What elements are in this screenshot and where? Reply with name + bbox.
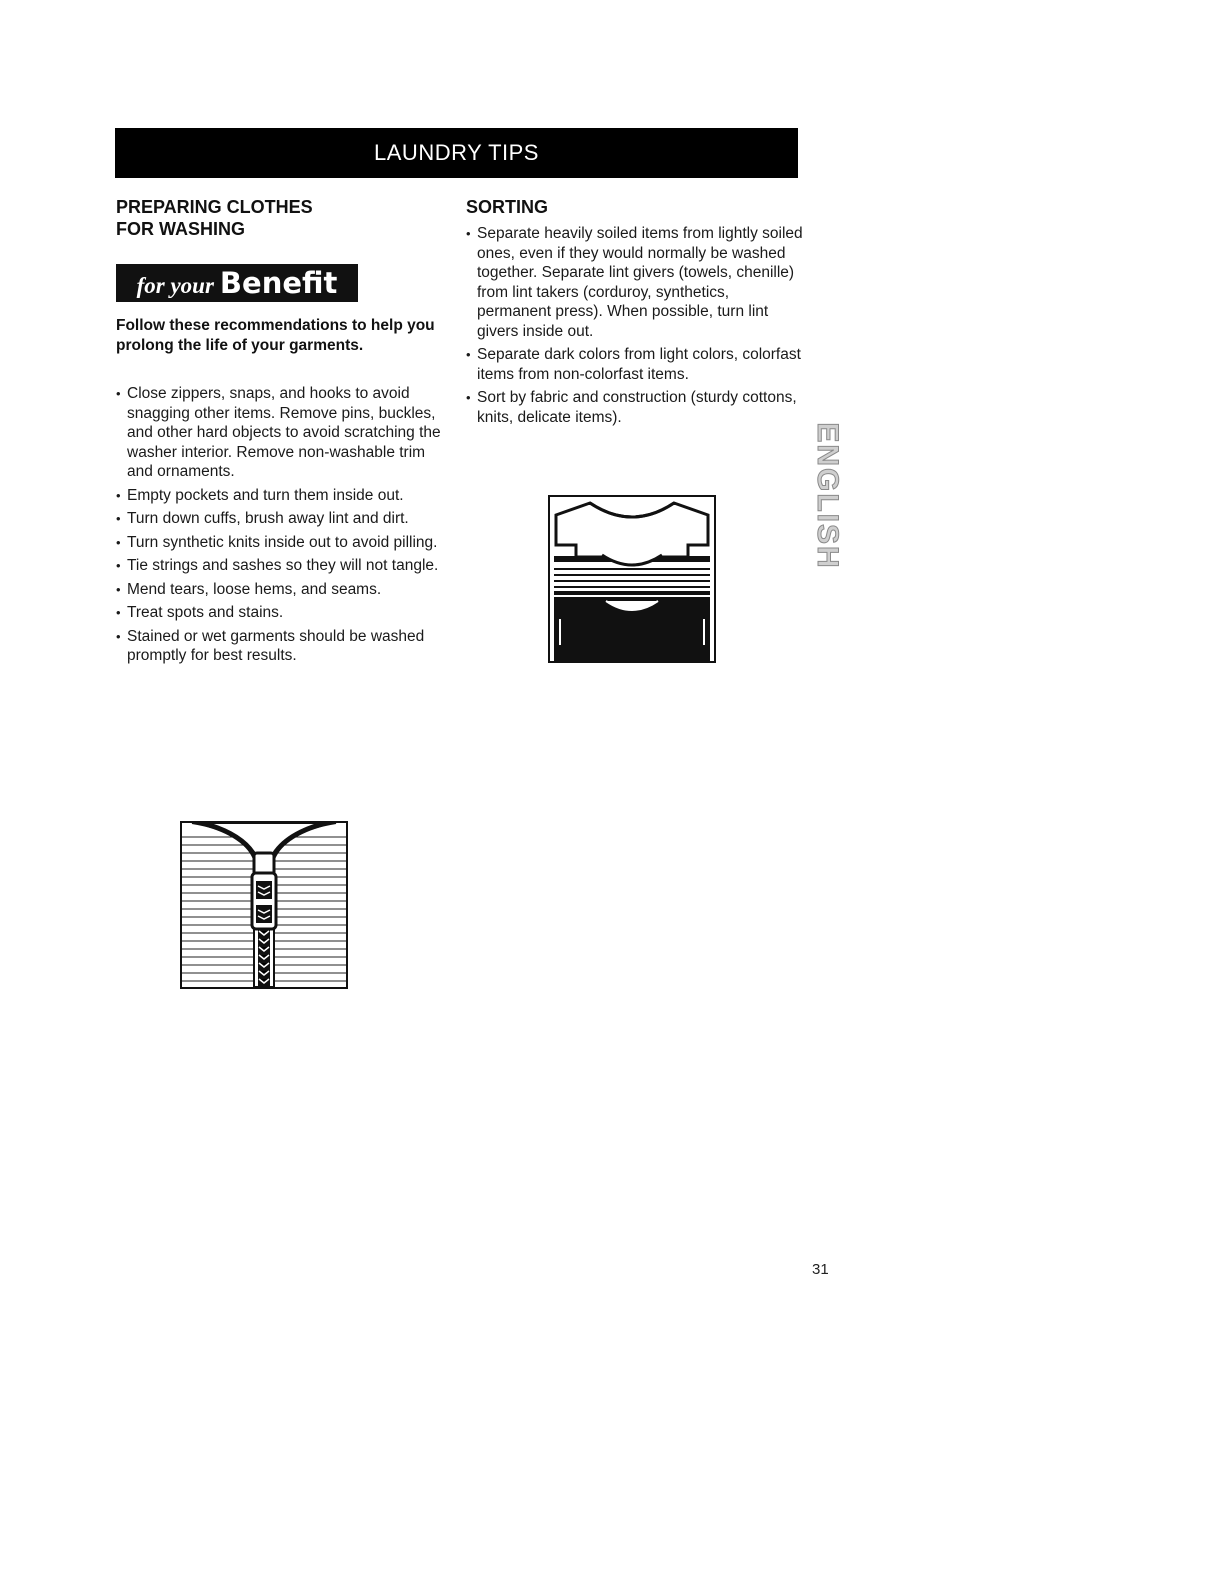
language-side-tab — [811, 410, 844, 582]
badge-for-your: for your — [136, 273, 214, 298]
stacked-shirts-illustration-icon — [548, 495, 716, 663]
banner-title: LAUNDRY TIPS — [374, 140, 539, 165]
list-item: • Separate dark colors from light colors, colorfast items from non-colorfast items. — [466, 345, 806, 384]
list-item: • Mend tears, loose hems, and seams. — [116, 580, 446, 600]
preparing-heading-line2: FOR WASHING — [116, 219, 245, 239]
list-item: • Close zippers, snaps, and hooks to avoid snagging other items. Remove pins, buckles, and other hard objects to avoid scratching the washer interior. Remove non-washable trim and ornaments. — [116, 384, 446, 482]
page-number: 31 — [812, 1261, 829, 1278]
preparing-intro: Follow these recommendations to help you prolong the life of your garments. — [116, 317, 435, 354]
preparing-section — [116, 196, 446, 670]
preparing-list — [116, 384, 446, 666]
section-banner — [115, 128, 798, 178]
badge-benefit: Benefit — [219, 266, 338, 300]
list-item: • Separate heavily soiled items from lightly soiled ones, even if they would normally be washed together. Separate lint givers (towels, chenille) from lint takers (corduroy, synthetics, permanent press). When possible, turn lint givers inside out. — [466, 224, 806, 341]
sorting-heading: SORTING — [466, 197, 549, 217]
list-item: • Turn synthetic knits inside out to avoid pilling. — [116, 533, 446, 553]
preparing-heading — [116, 196, 446, 240]
list-item: • Turn down cuffs, brush away lint and dirt. — [116, 509, 446, 529]
for-your-benefit-badge — [116, 264, 358, 302]
list-item: • Stained or wet garments should be washed promptly for best results. — [116, 627, 446, 666]
preparing-heading-line1: PREPARING CLOTHES — [116, 197, 313, 217]
sorting-list — [466, 224, 806, 427]
list-item: • Treat spots and stains. — [116, 603, 446, 623]
side-tab-label: ENGLISH — [811, 422, 844, 570]
list-item: • Empty pockets and turn them inside out. — [116, 486, 446, 506]
sorting-section — [466, 196, 806, 431]
list-item: • Tie strings and sashes so they will not tangle. — [116, 556, 446, 576]
zipper-illustration-icon — [180, 821, 348, 989]
list-item: • Sort by fabric and construction (sturdy cottons, knits, delicate items). — [466, 388, 806, 427]
